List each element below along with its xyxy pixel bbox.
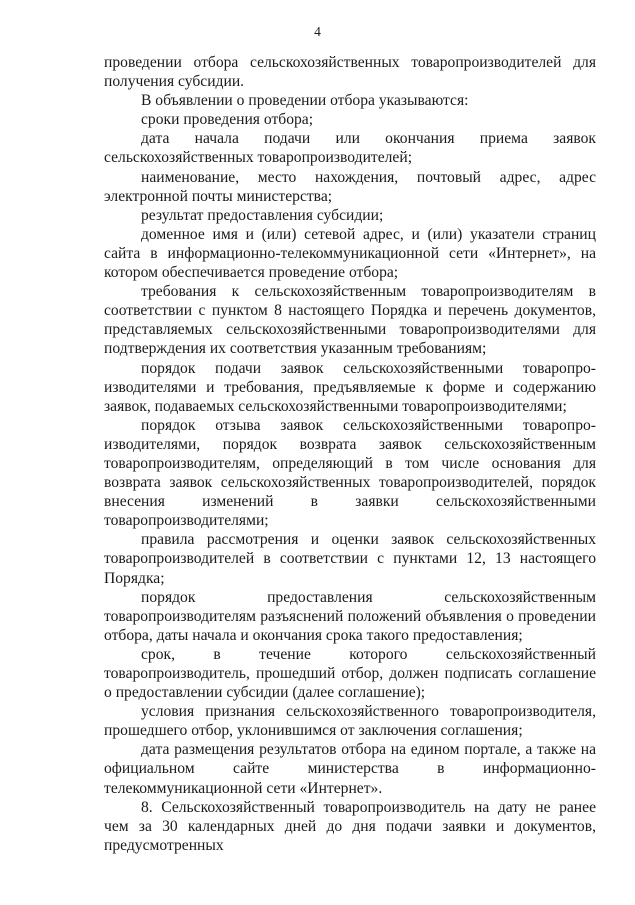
page-number: 4 bbox=[314, 24, 321, 39]
paragraph-clarifications: порядок предоставления сельскохозяйственным товаропроизводителям разъяснений положений объявления о проведении отбора, даты начала и окончания срока такого предоставления; bbox=[104, 588, 596, 644]
paragraph-announcement-intro: В объявлении о проведении отбора указываются: bbox=[141, 92, 469, 110]
paragraph-requirements: требования к сельскохозяйственным товаропроизводителям в соответствии с пунктом 8 настоящего Порядка и перечень документов, представляемых сельскохозяйственными товаропроизводителями для подтверждения их соответствия указанным требованиям; bbox=[104, 283, 596, 358]
paragraph-ministry-details: наименование, место нахождения, почтовый адрес, адрес электронной почты министерства; bbox=[104, 168, 596, 205]
paragraph-results-publication: дата размещения результатов отбора на едином портале, а также на официальном сайте министерства в информационно-телекоммуникационной сети «Интернет». bbox=[104, 741, 596, 797]
paragraph-subsidy-result: результат предоставления субсидии; bbox=[141, 206, 384, 224]
paragraph-review-rules: правила рассмотрения и оценки заявок сельскохозяйственных товаропроизводителей в соответствии с пунктами 12, 13 настоящего Порядка; bbox=[104, 531, 596, 587]
paragraph-submission-dates: дата начала подачи или окончания приема заявок сельскохозяйственных товаропроизводителей; bbox=[104, 130, 596, 167]
paragraph-section-8: 8. Сельскохозяйственный товаропроизводитель на дату не ранее чем за 30 календарных дней до дня подачи заявки и документов, предусмотренных bbox=[104, 798, 596, 854]
paragraph-agreement-deadline: срок, в течение которого сельскохозяйственный товаропроизводитель, прошедший отбор, должен подписать соглашение о предоставлении субсидии (далее соглашение); bbox=[104, 645, 596, 702]
paragraph-evasion-conditions: условия признания сельскохозяйственного товаропроизводителя, прошедшего отбор, уклонившимся от заключения соглашения; bbox=[104, 703, 596, 740]
paragraph-withdrawal-order: порядок отзыва заявок сельскохозяйственными товаропроизводителями, порядок возврата заявок сельскохозяйственным товаропроизводителям, определяющий в том числе основания для возврата заявок сельскохозяйственных товаропроизводителей, порядок внесения изменений в заявки сельскохозяйственными товаропроизводителями; bbox=[104, 416, 596, 530]
paragraph-continuation: проведении отбора сельскохозяйственных товаропроизводителей для получения субсидии. bbox=[104, 54, 596, 91]
document-body bbox=[104, 53, 596, 855]
paragraph-domain-name: доменное имя и (или) сетевой адрес, и (или) указатели страниц сайта в информационно-телекоммуникационной сети «Интернет», на котором обеспечивается проведение отбора; bbox=[104, 225, 596, 282]
paragraph-selection-dates: сроки проведения отбора; bbox=[141, 111, 314, 129]
paragraph-submission-order: порядок подачи заявок сельскохозяйственными товаропроизводителями и требования, предъявляемые к форме и содержанию заявок, подаваемых сельскохозяйственными товаропроизводителями; bbox=[104, 359, 596, 415]
